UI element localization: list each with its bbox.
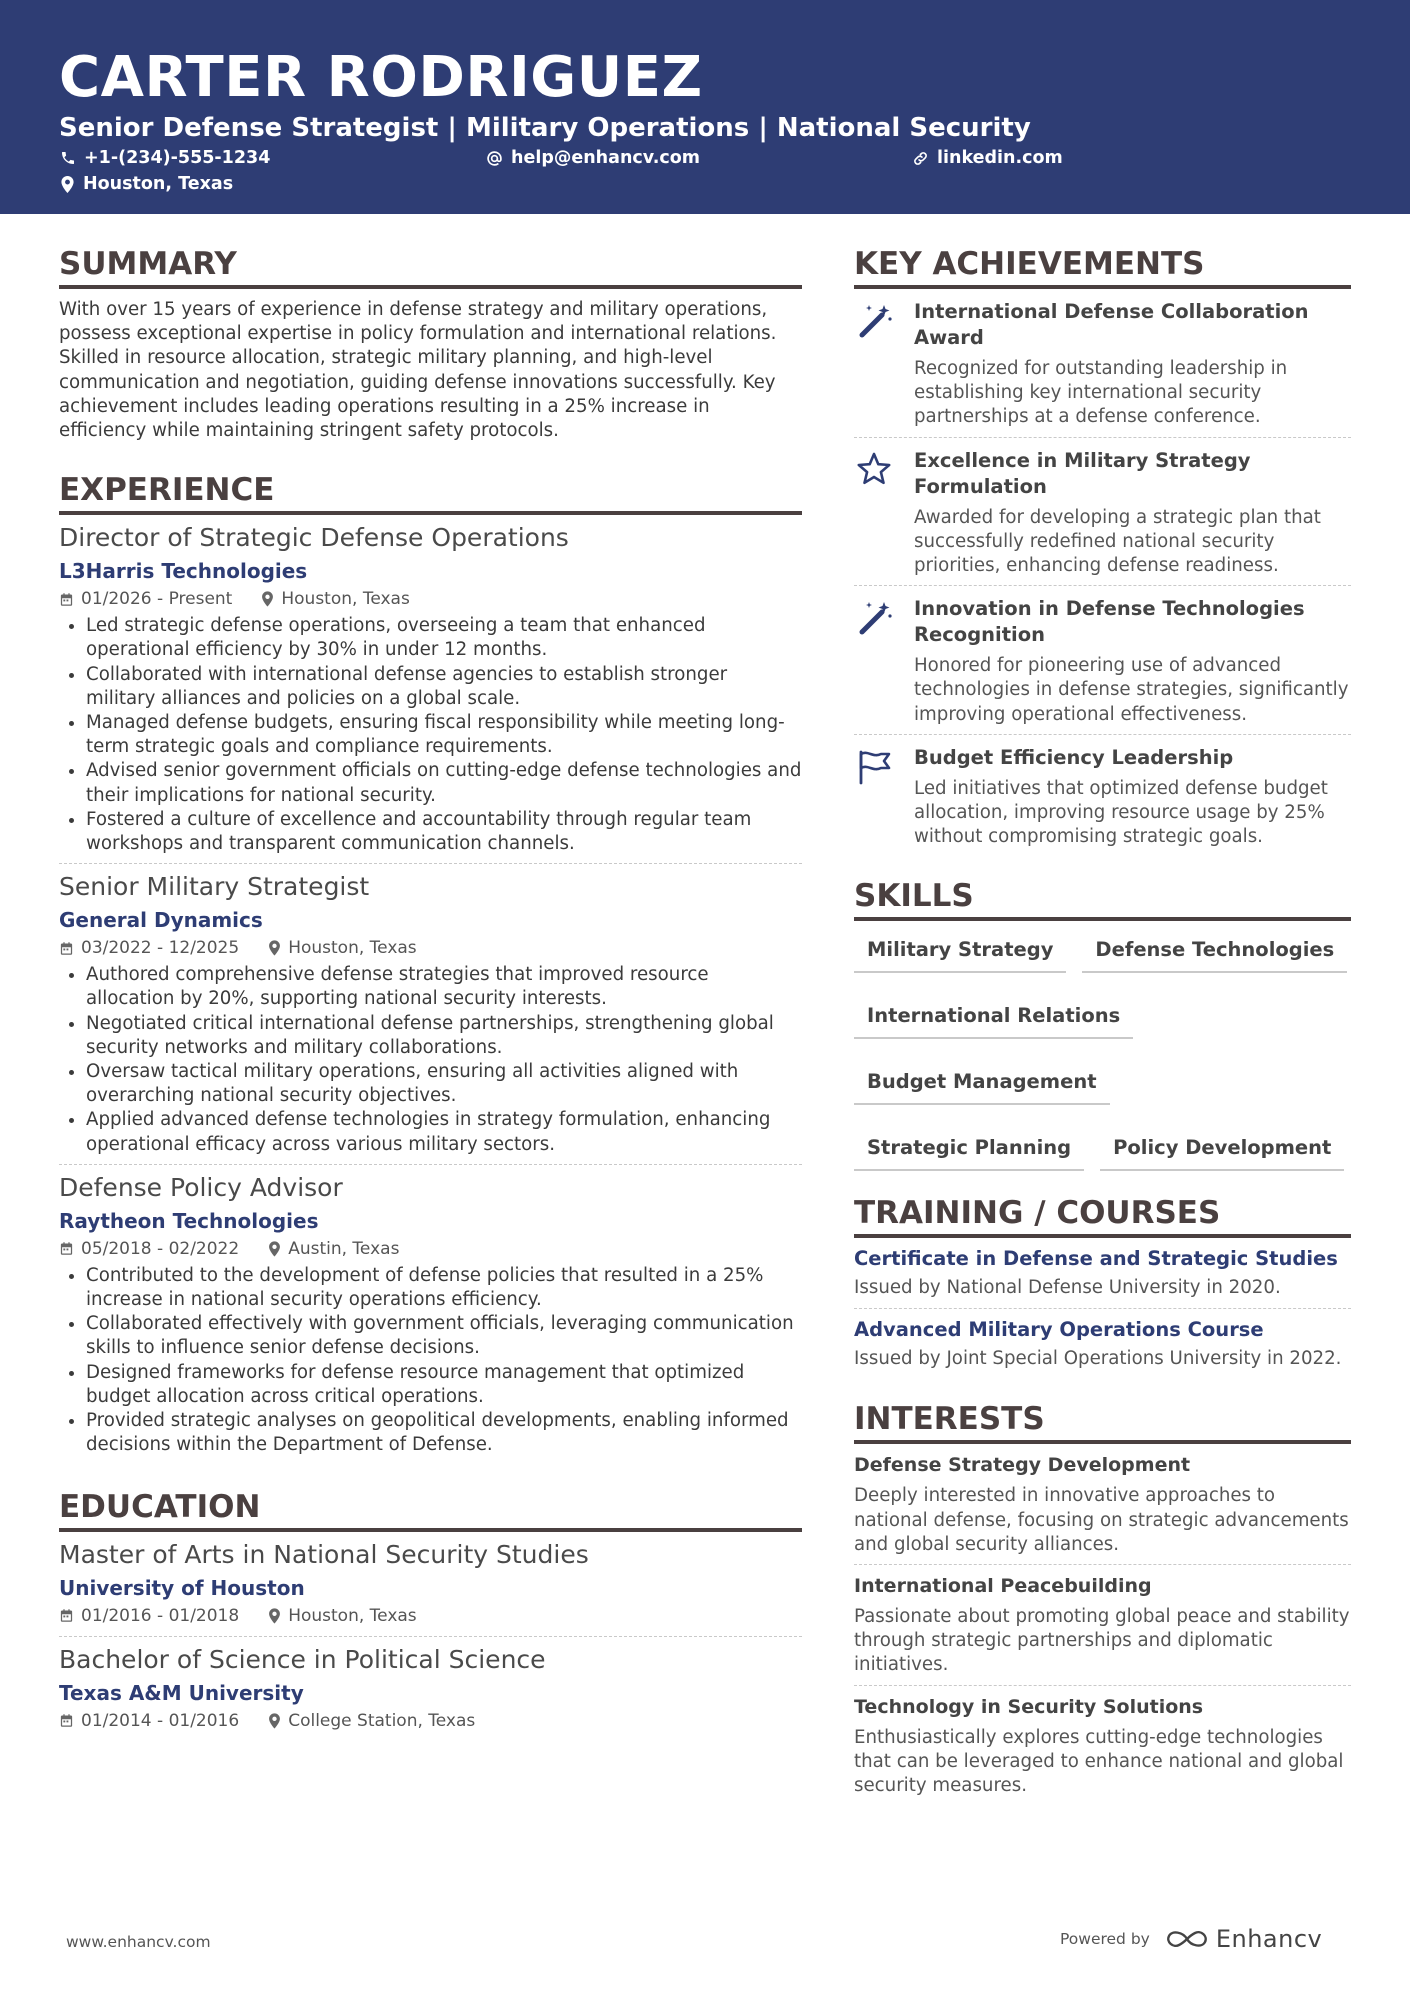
education-meta — [59, 1708, 802, 1734]
magic-wand-icon — [854, 301, 894, 341]
skill-tag: Budget Management — [854, 1069, 1110, 1105]
skills-heading: SKILLS — [854, 876, 1351, 921]
course-title: Certificate in Defense and Strategic Studies — [854, 1247, 1338, 1271]
achievement-title: Innovation in Defense Technologies Recognition — [914, 597, 1305, 647]
job-bullet: • Managed defense budgets, ensuring fiscal responsibility while meeting long-term strategic goals and compliance requirements. — [86, 711, 802, 759]
job-entry — [59, 1165, 802, 1465]
course-item — [854, 1238, 1351, 1309]
course-item — [854, 1309, 1351, 1379]
achievement-desc: Recognized for outstanding leadership in establishing key international security partnerships at a defense conference. — [914, 358, 1288, 428]
course-desc: Issued by Joint Special Operations University in 2022. — [854, 1348, 1342, 1370]
training-section — [854, 1193, 1351, 1379]
degree-title: Master of Arts in National Security Studies — [59, 1539, 589, 1569]
company-name: Raytheon Technologies — [59, 1208, 319, 1233]
skill-tag: Policy Development — [1100, 1135, 1344, 1171]
experience-section — [59, 470, 802, 1464]
skills-section — [854, 876, 1351, 1171]
job-title: Defense Policy Advisor — [59, 1172, 343, 1202]
achievement-item — [854, 438, 1351, 587]
job-bullets — [59, 963, 802, 1157]
job-location-text: Houston, Texas — [288, 938, 417, 959]
summary-text: With over 15 years of experience in defense strategy and military operations, possess exceptional expertise in policy formulation and international relations. Skilled in resource allocation, strategic military planning, and high-level communication and negotiation, guiding defense innovations successfully. Key achievement includes leading operations resulting in a 25% increase in efficiency while maintaining stringent safety protocols. — [59, 299, 777, 442]
job-location — [268, 1236, 399, 1262]
skills-list — [854, 921, 1351, 1171]
location-text: Houston, Texas — [83, 174, 234, 194]
achievements-heading: KEY ACHIEVEMENTS — [854, 244, 1351, 289]
achievement-item — [854, 586, 1351, 735]
job-location-text: Houston, Texas — [281, 589, 410, 610]
school-name: University of Houston — [59, 1575, 305, 1600]
achievement-title: International Defense Collaboration Award — [914, 300, 1309, 349]
company-name: General Dynamics — [59, 908, 263, 933]
skill-tag: Defense Technologies — [1082, 937, 1347, 973]
job-location — [268, 935, 416, 961]
course-title: Advanced Military Operations Course — [854, 1318, 1264, 1342]
achievement-title: Budget Efficiency Leadership — [914, 745, 1234, 769]
job-bullet: • Fostered a culture of excellence and accountability through regular team workshops and transparent communication channels. — [86, 808, 802, 856]
job-location — [261, 586, 409, 612]
job-bullets — [59, 614, 802, 856]
education-entry — [59, 1637, 802, 1741]
brand-logo[interactable] — [1164, 1925, 1322, 1953]
skill-tag: Military Strategy — [854, 937, 1066, 973]
job-entry — [59, 515, 802, 864]
course-desc: Issued by National Defense University in 2020. — [854, 1277, 1281, 1299]
contact-email[interactable] — [486, 146, 700, 170]
company-name: L3Harris Technologies — [59, 559, 308, 584]
education-section — [59, 1487, 802, 1741]
linkedin-text: linkedin.com — [937, 148, 1063, 168]
achievement-desc: Led initiatives that optimized defense budget allocation, improving resource usage by 25% without compromising strategic goals. — [914, 777, 1328, 848]
job-bullet: • Designed frameworks for defense resource management that optimized budget allocation across critical operations. — [86, 1361, 802, 1409]
interest-desc: Deeply interested in innovative approaches to national defense, focusing on strategic advancements and global security alliances. — [854, 1485, 1349, 1555]
magic-wand-icon — [854, 598, 894, 638]
job-location-text: Austin, Texas — [288, 1238, 400, 1259]
calendar-icon — [59, 592, 74, 607]
calendar-icon — [59, 941, 74, 956]
achievement-desc: Honored for pioneering use of advanced technologies in defense strategies, significantly improving operational effectiveness. — [914, 655, 1349, 725]
achievement-item — [854, 289, 1351, 438]
education-meta — [59, 1603, 802, 1629]
education-heading: EDUCATION — [59, 1487, 802, 1532]
calendar-icon — [59, 1608, 74, 1623]
job-bullet: • Collaborated with international defense agencies to establish stronger military alliances and policies on a global scale. — [86, 663, 802, 711]
job-bullet: • Provided strategic analyses on geopolitical developments, enabling informed decisions within the Department of Defense. — [86, 1409, 802, 1457]
job-meta — [59, 586, 802, 612]
interest-desc: Passionate about promoting global peace and stability through strategic partnerships and diplomatic initiatives. — [854, 1606, 1350, 1676]
achievement-desc: Awarded for developing a strategic plan that successfully redefined national security priorities, enhancing defense readiness. — [914, 506, 1321, 577]
job-dates: 01/2026 - Present — [81, 589, 233, 610]
location-pin-icon — [268, 1713, 281, 1729]
achievement-title: Excellence in Military Strategy Formulation — [914, 448, 1251, 498]
contact-location — [60, 172, 233, 196]
job-bullet: • Advised senior government officials on cutting-edge defense technologies and their implications for national security. — [86, 759, 802, 807]
job-bullet: • Led strategic defense operations, overseeing a team that enhanced operational efficiency by 30% in under 12 months. — [86, 614, 802, 662]
interest-title: Technology in Security Solutions — [854, 1695, 1204, 1718]
flag-icon — [854, 747, 894, 787]
degree-title: Bachelor of Science in Political Science — [59, 1644, 546, 1674]
interest-title: International Peacebuilding — [854, 1575, 1152, 1598]
job-meta — [59, 935, 802, 961]
job-bullet: • Oversaw tactical military operations, ensuring all activities aligned with overarching national security objectives. — [86, 1060, 802, 1108]
school-name: Texas A&M University — [59, 1680, 304, 1705]
job-bullets — [59, 1264, 802, 1458]
link-icon — [912, 150, 929, 167]
candidate-tagline: Senior Defense Strategist | Military Operations | National Security — [59, 113, 1031, 143]
footer-branding — [1060, 1925, 1322, 1953]
email-text: help@enhancv.com — [511, 148, 701, 168]
job-meta — [59, 1236, 802, 1262]
location-pin-icon — [268, 1241, 281, 1257]
education-location-text: Houston, Texas — [288, 1605, 417, 1626]
right-column — [854, 244, 1351, 1805]
job-entry — [59, 864, 802, 1165]
at-icon — [486, 150, 503, 167]
education-location — [268, 1603, 416, 1629]
job-title: Director of Strategic Defense Operations — [59, 523, 569, 553]
job-bullet: • Authored comprehensive defense strategies that improved resource allocation by 20%, supporting national security interests. — [86, 963, 802, 1011]
contact-phone[interactable] — [60, 146, 270, 170]
achievement-item — [854, 735, 1351, 857]
phone-icon — [60, 150, 76, 166]
education-location — [268, 1708, 475, 1734]
left-column — [59, 244, 802, 1741]
job-bullet: • Applied advanced defense technologies in strategy formulation, enhancing operational efficacy across various military sectors. — [86, 1108, 802, 1156]
brand-name: Enhancv — [1215, 1925, 1323, 1953]
education-dates: 01/2014 - 01/2016 — [81, 1710, 240, 1731]
location-pin-icon — [268, 1608, 281, 1624]
interest-item — [854, 1444, 1351, 1565]
calendar-icon — [59, 1241, 74, 1256]
interests-heading: INTERESTS — [854, 1399, 1351, 1444]
infinity-logo-icon — [1164, 1927, 1210, 1951]
location-pin-icon — [261, 591, 274, 607]
job-dates: 03/2022 - 12/2025 — [81, 938, 240, 959]
job-bullet: • Negotiated critical international defense partnerships, strengthening global security networks and military collaborations. — [86, 1012, 802, 1060]
job-dates: 05/2018 - 02/2022 — [81, 1238, 240, 1259]
achievements-section — [854, 244, 1351, 856]
experience-heading: EXPERIENCE — [59, 470, 802, 515]
summary-heading: SUMMARY — [59, 244, 802, 289]
interest-title: Defense Strategy Development — [854, 1454, 1191, 1477]
resume-header — [0, 0, 1410, 214]
skill-tag: Strategic Planning — [854, 1135, 1084, 1171]
phone-text: +1-(234)-555-1234 — [84, 148, 271, 168]
powered-by-label: Powered by — [1060, 1930, 1150, 1948]
summary-section — [59, 244, 802, 443]
interest-item — [854, 1565, 1351, 1686]
interest-item — [854, 1686, 1351, 1806]
candidate-name: CARTER RODRIGUEZ — [59, 45, 703, 110]
job-title: Senior Military Strategist — [59, 872, 370, 902]
star-icon — [854, 450, 894, 490]
education-entry — [59, 1532, 802, 1637]
location-pin-icon — [60, 176, 75, 193]
job-bullet: • Collaborated effectively with government officials, leveraging communication skills to influence senior defense decisions. — [86, 1312, 802, 1360]
skill-tag: International Relations — [854, 1003, 1133, 1039]
education-location-text: College Station, Texas — [288, 1710, 476, 1731]
job-bullet: • Contributed to the development of defense policies that resulted in a 25% increase in national security operations efficiency. — [86, 1264, 802, 1312]
interest-desc: Enthusiastically explores cutting-edge technologies that can be leveraged to enhance national and global security measures. — [854, 1726, 1344, 1797]
location-pin-icon — [268, 940, 281, 956]
interests-section — [854, 1399, 1351, 1805]
training-heading: TRAINING / COURSES — [854, 1193, 1351, 1238]
footer-website[interactable]: www.enhancv.com — [66, 1933, 211, 1951]
calendar-icon — [59, 1713, 74, 1728]
education-dates: 01/2016 - 01/2018 — [81, 1605, 240, 1626]
contact-linkedin[interactable] — [912, 146, 1063, 170]
